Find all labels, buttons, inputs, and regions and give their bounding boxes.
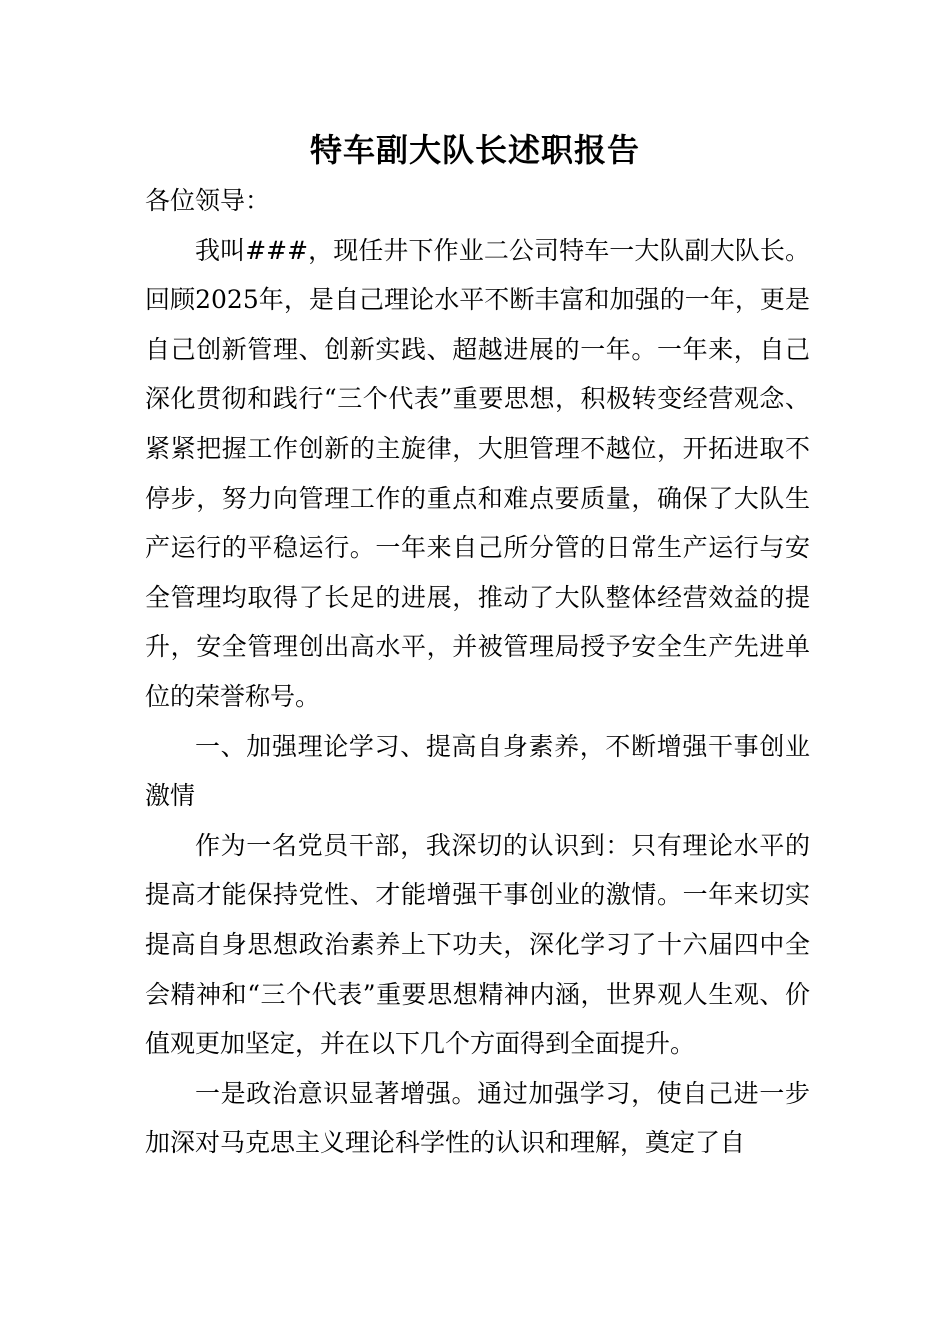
document-title: 特车副大队长述职报告 (309, 131, 640, 169)
salutation: 各位领导： (145, 186, 271, 215)
section-heading-1: 一、加强理论学习、提高自身素养，不断增强干事创业激情 (145, 731, 810, 811)
document-body (145, 176, 810, 1168)
paragraph-section-1: 作为一名党员干部，我深切的认识到：只有理论水平的提高才能保持党性、才能增强干事创业的激情。一年来切实提高自身思想政治素养上下功夫，深化学习了十六届四中全会精神和“三个代表”重要思想精神内涵，世界观人生观、价值观更加坚定，并在以下几个方面得到全面提升。 (145, 830, 810, 1059)
paragraph-point-1: 一是政治意识显著增强。通过加强学习，使自己进一步加深对马克思主义理论科学性的认识和理解，奠定了自 (145, 1078, 810, 1158)
paragraph-intro: 我叫###，现任井下作业二公司特车一大队副大队长。回顾2025年，是自己理论水平不断丰富和加强的一年，更是自己创新管理、创新实践、超越进展的一年。一年来，自己深化贯彻和践行“三个代表”重要思想，积极转变经营观念、紧紧把握工作创新的主旋律，大胆管理不越位，开拓进取不停步，努力向管理工作的重点和难点要质量，确保了大队生产运行的平稳运行。一年来自己所分管的日常生产运行与安全管理均取得了长足的进展，推动了大队整体经营效益的提升，安全管理创出高水平，并被管理局授予安全生产先进单位的荣誉称号。 (145, 235, 810, 711)
